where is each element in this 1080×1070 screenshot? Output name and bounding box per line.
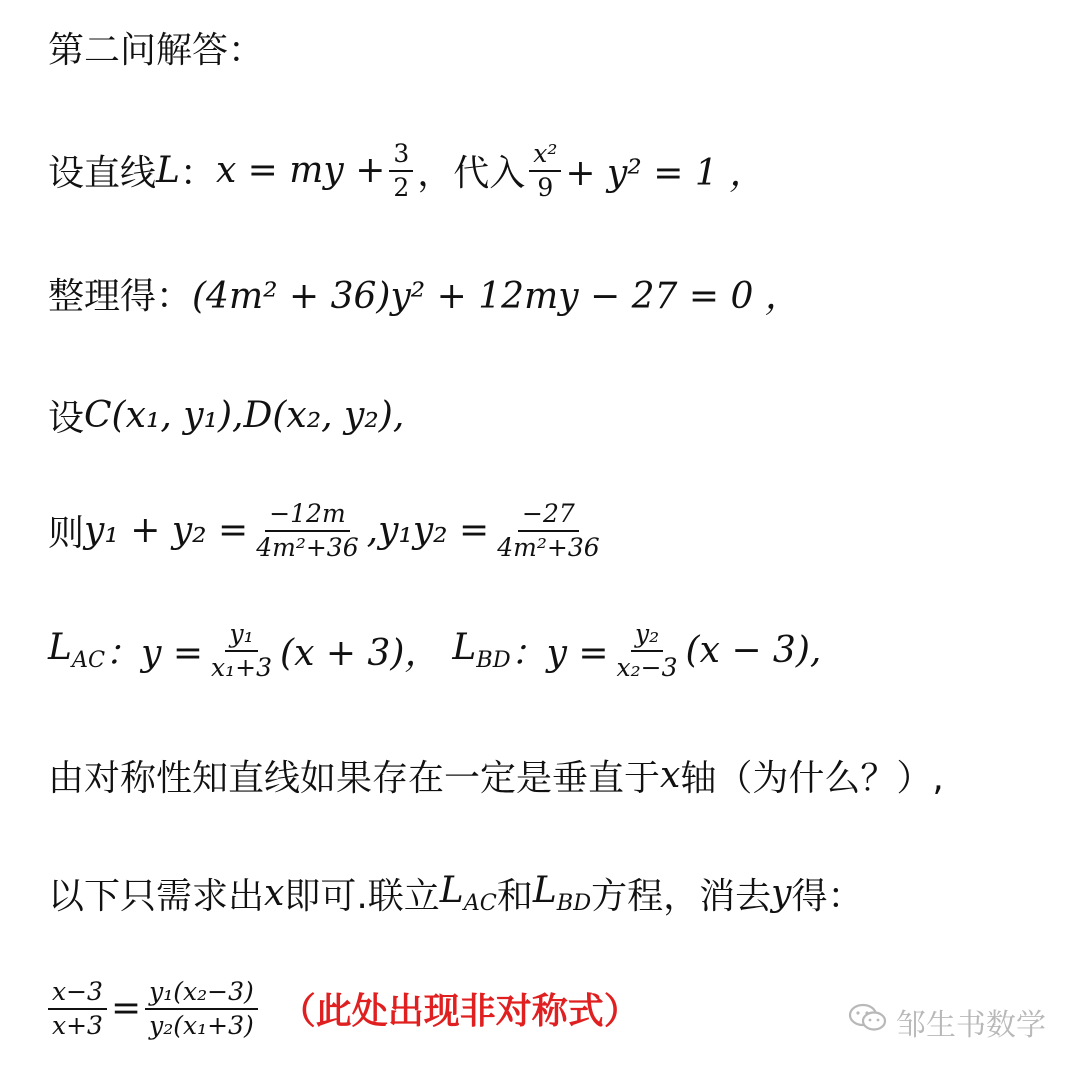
line-lines-ac-bd: $L_{AC}$ ：y = $\frac{\text{y₁}}{\text{x₁+3}}$ (x + 3)， $L_{BD}$ ：y = $\frac{\text{y₂}}{\text{x₂−3}}$ (x − 3), bbox=[48, 619, 822, 682]
fraction-3-over-2: $\frac{3}{2}$ bbox=[389, 140, 413, 201]
fraction-product: $\frac{-27}{\text{4m²+36}}$ bbox=[497, 499, 600, 562]
heading: 第二问解答： bbox=[48, 30, 265, 71]
line-eliminate: 以下只需求出 x 即可.联立 $L_{AC}$ 和 $L_{BD}$ 方程，消去 y 得： bbox=[48, 870, 864, 917]
line-simplified: 整理得： (4m² + 36)y² + 12my − 27 = 0 ， bbox=[48, 276, 801, 317]
wechat-icon bbox=[848, 1002, 888, 1042]
line-substitution: 设直线 L ： x = my + $\frac{3}{2}$ ，代入 $\frac{\text{x²}}{9}$ + y² = 1 ， bbox=[48, 139, 766, 202]
line-points: 设 C(x₁, y₁),D(x₂, y₂), bbox=[48, 395, 405, 439]
fraction-x2-over-9: $\frac{\text{x²}}{9}$ bbox=[529, 140, 561, 201]
line-vieta: 则 y₁ + y₂ = $\frac{-12m}{\text{4m²+36}}$ , y₁y₂ = $\frac{-27}{\text{4m²+36}}$ bbox=[48, 500, 608, 561]
fraction-y-ratio: $\frac{\text{y₁(x₂−3)}}{\text{y₂(x₁+3)}}$ bbox=[145, 978, 258, 1039]
line-ratio-equation: $\frac{x-3}{x+3}$ = $\frac{\text{y₁(x₂−3)}}{\text{y₂(x₁+3)}}$ （此处出现非对称式） bbox=[44, 978, 640, 1039]
line-symmetry: 由对称性知直线如果存在一定是垂直于 x 轴（为什么？）, bbox=[48, 755, 944, 799]
asymmetric-note: （此处出现非对称式） bbox=[279, 991, 640, 1032]
fraction-sum: $\frac{-12m}{\text{4m²+36}}$ bbox=[256, 499, 359, 562]
fraction-slope-bd: $\frac{\text{y₂}}{\text{x₂−3}}$ bbox=[616, 619, 678, 682]
watermark-text: 邹生书数学 bbox=[896, 1008, 1046, 1043]
watermark bbox=[848, 1000, 1046, 1044]
fraction-slope-ac: $\frac{\text{y₁}}{\text{x₁+3}}$ bbox=[211, 619, 273, 682]
fraction-x-ratio: $\frac{x-3}{x+3}$ bbox=[48, 978, 107, 1039]
